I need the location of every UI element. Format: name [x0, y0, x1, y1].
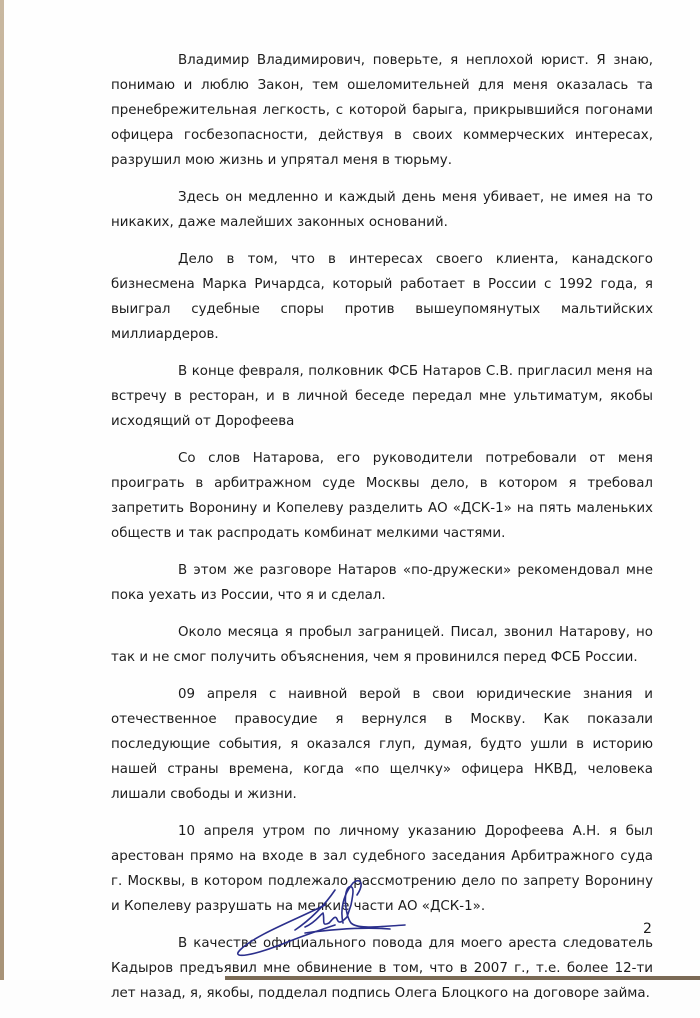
paragraph: Со слов Натарова, его руководители потребовали от меня проиграть в арбитражном суде Москвы дело, в котором я требовал запретить Воронину и Копелеву разделить АО «ДСК-1» на пять маленьких обществ и так распродать комбинат мелкими частями.	[111, 451, 653, 541]
paragraph: 10 апреля утром по личному указанию Дорофеева А.Н. я был арестован прямо на входе в зал судебного заседания Арбитражного суда г. Москвы, в котором подлежало рассмотрению дело по запрету Воронину и Копелеву разрушать на мелкие части АО «ДСК-1».	[111, 824, 653, 914]
paragraph: Здесь он медленно и каждый день меня убивает, не имея на то никаких, даже малейших законных оснований.	[111, 190, 653, 230]
document-body	[111, 48, 653, 1018]
handwritten-signature	[225, 875, 435, 970]
paragraph: В качестве официального повода для моего ареста следователь Кадыров предъявил мне обвинение в том, что в 2007 г., т.е. более 12-ти лет назад, я, якобы, подделал подпись Олега Блоцкого на договоре займа.	[111, 936, 653, 1001]
paragraph: 09 апреля с наивной верой в свои юридические знания и отечественное правосудие я вернулся в Москву. Как показали последующие события, я оказался глуп, думая, будто ушли в историю нашей страны времена, когда «по щелчку» офицера НКВД, человека лишали свободы и жизни.	[111, 687, 653, 802]
scan-edge-bottom	[225, 976, 700, 980]
paragraph: Около месяца я пробыл заграницей. Писал, звонил Натарову, но так и не смог получить объяснения, чем я провинился перед ФСБ России.	[111, 625, 653, 665]
paragraph: В этом же разговоре Натаров «по-дружески» рекомендовал мне пока уехать из России, что я и сделал.	[111, 563, 653, 603]
paragraph: Владимир Владимирович, поверьте, я неплохой юрист. Я знаю, понимаю и люблю Закон, тем ошеломительней для меня оказалась та пренебрежительная легкость, с которой барыга, прикрывшийся погонами офицера госбезопасности, действуя в своих коммерческих интересах, разрушил мою жизнь и упрятал меня в тюрьму.	[111, 53, 653, 168]
page-number: 2	[643, 921, 652, 937]
paragraph: Дело в том, что в интересах своего клиента, канадского бизнесмена Марка Ричардса, который работает в России с 1992 года, я выиграл судебные споры против вышеупомянутых мальтийских миллиардеров.	[111, 252, 653, 342]
paragraph: В конце февраля, полковник ФСБ Натаров С.В. пригласил меня на встречу в ресторан, и в личной беседе передал мне ультиматум, якобы исходящий от Дорофеева	[111, 364, 653, 429]
scan-edge	[0, 0, 4, 980]
